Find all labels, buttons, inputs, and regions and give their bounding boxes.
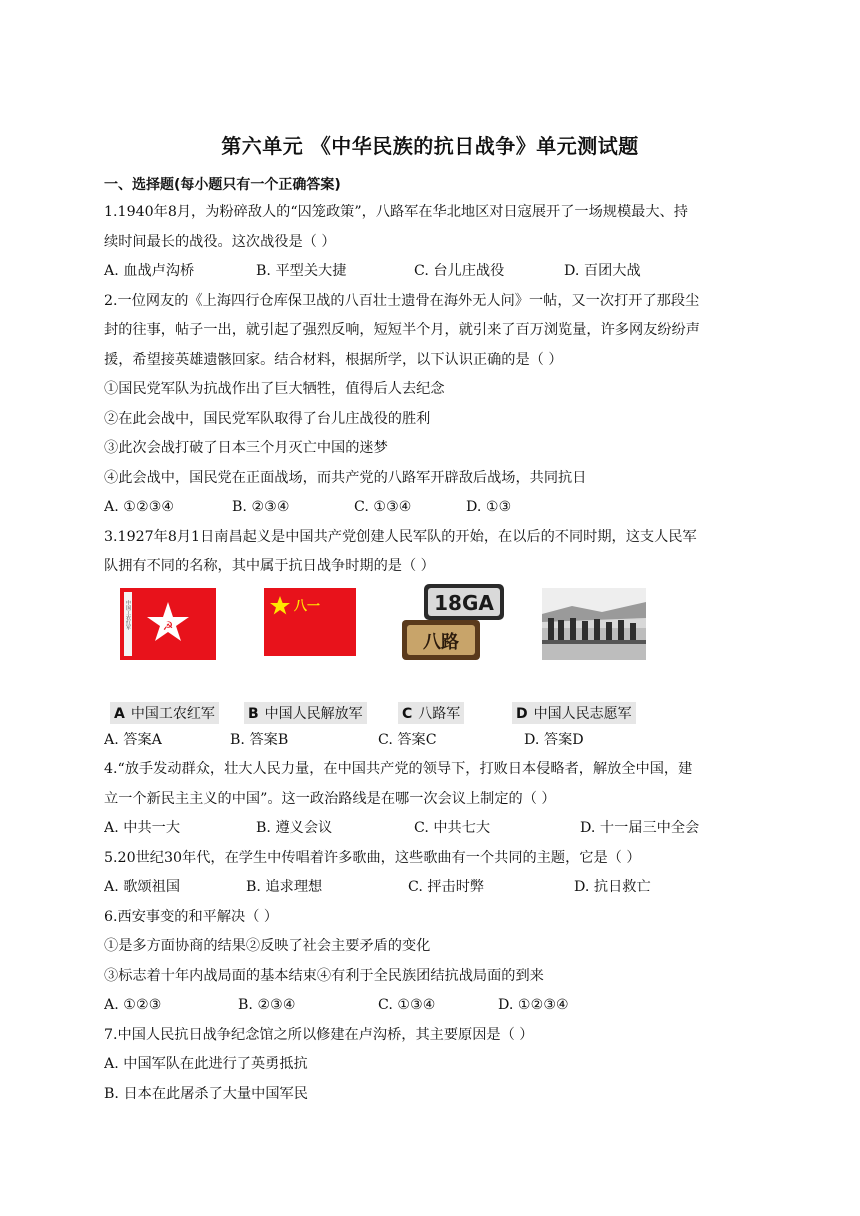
figure-caption-c	[398, 702, 464, 724]
caption-label-a: 中国工农红军	[130, 705, 215, 722]
caption-letter-d: D	[516, 705, 528, 722]
badge-bottom-text: 八路	[423, 631, 459, 653]
q1-options	[104, 257, 758, 287]
q1-option-c: C. 台儿庄战役	[414, 263, 505, 279]
section-heading: 一、选择题(每小题只有一个正确答案)	[104, 177, 341, 193]
pla-flag-text: 八一	[294, 598, 321, 614]
q4-option-b: B. 遵义会议	[256, 820, 333, 836]
svg-text:☭: ☭	[162, 618, 174, 633]
q5-option-a: A. 歌颂祖国	[104, 879, 181, 895]
figure-caption-b	[244, 702, 367, 724]
q6-option-a: A. ①②③	[104, 997, 162, 1013]
q3-option-b: B. 答案B	[230, 731, 289, 748]
q6-option-b: B. ②③④	[238, 997, 296, 1013]
q3-option-d: D. 答案D	[524, 731, 584, 748]
q4-option-d: D. 十一届三中全会	[580, 820, 700, 836]
eighth-route-army-badge-image	[400, 582, 508, 664]
q6-stem-line-1: 6.西安事变的和平解决（ ）	[104, 908, 279, 925]
q4-options	[104, 814, 758, 844]
q6-options	[104, 991, 758, 1021]
q2-option-b: B. ②③④	[232, 499, 290, 515]
q4-option-a: A. 中共一大	[104, 820, 181, 836]
q4-stem-line-2: 立一个新民主主义的中国”。这一政治路线是在哪一次会议上制定的（ ）	[104, 790, 556, 807]
q4-option-c: C. 中共七大	[414, 820, 491, 836]
q1-option-a: A. 血战卢沟桥	[104, 263, 195, 279]
q5-option-c: C. 抨击时弊	[408, 879, 485, 895]
q5-option-b: B. 追求理想	[246, 879, 323, 895]
q3-figures	[104, 582, 758, 700]
q5-stem-line-1: 5.20世纪30年代，在学生中传唱着许多歌曲，这些歌曲有一个共同的主题，它是（ ）	[104, 849, 641, 866]
q2-item-3: ③此次会战打破了日本三个月灭亡中国的迷梦	[104, 440, 388, 456]
q2-option-d: D. ①③	[466, 499, 512, 515]
pla-flag-image	[264, 588, 356, 656]
q2-item-2: ②在此会战中，国民党军队取得了台儿庄战役的胜利	[104, 410, 431, 427]
caption-letter-b: B	[248, 705, 259, 722]
figure-caption-a	[110, 702, 219, 724]
q2-option-a: A. ①②③④	[104, 499, 175, 515]
q4-stem-line-1: 4.“放手发动群众，壮大人民力量，在中国共产党的领导下，打败日本侵略者，解放全中国，建	[104, 761, 693, 777]
q2-stem-line-3: 援，希望接英雄遗骸回家。结合材料，根据所学，以下认识正确的是（ ）	[104, 351, 563, 368]
q7-stem-line-1: 7.中国人民抗日战争纪念馆之所以修建在卢沟桥，其主要原因是（ ）	[104, 1026, 534, 1043]
q6-option-d: D. ①②③④	[498, 997, 569, 1013]
q1-option-b: B. 平型关大捷	[256, 263, 347, 279]
q3-option-c: C. 答案C	[378, 731, 437, 748]
q2-stem-line-2: 封的往事，帖子一出，就引起了强烈反响，短短半个月，就引来了百万浏览量，许多网友纷纷声	[104, 322, 700, 338]
page-title: 第六单元 《中华民族的抗日战争》单元测试题	[221, 134, 639, 158]
q3-stem-line-2: 队拥有不同的名称，其中属于抗日战争时期的是（ ）	[104, 558, 435, 574]
q2-item-4: ④此会战中，国民党在正面战场，而共产党的八路军开辟敌后战场，共同抗日	[104, 469, 587, 486]
q1-stem-line-1: 1.1940年8月，为粉碎敌人的“囚笼政策”，八路军在华北地区对日寇展开了一场规模最大、持	[104, 204, 688, 220]
q6-option-c: C. ①③④	[378, 997, 436, 1013]
q2-options	[104, 493, 758, 523]
red-army-flag-image	[120, 588, 216, 660]
q1-option-d: D. 百团大战	[564, 263, 641, 279]
q2-option-c: C. ①③④	[354, 499, 412, 515]
caption-letter-c: C	[402, 705, 413, 722]
caption-letter-a: A	[114, 705, 125, 722]
q2-item-1: ①国民党军队为抗战作出了巨大牺牲，值得后人去纪念	[104, 381, 445, 397]
badge-top-text: 18GA	[434, 590, 494, 615]
q3-figure-captions	[104, 700, 758, 726]
caption-label-c: 八路军	[418, 705, 461, 722]
q6-item-1: ①是多方面协商的结果②反映了社会主要矛盾的变化	[104, 938, 431, 954]
question-list	[104, 198, 758, 1109]
q1-stem-line-2: 续时间最长的战役。这次战役是（ ）	[104, 233, 336, 250]
q3-options	[104, 726, 758, 756]
red-army-flag-text: 中国工农红军	[125, 599, 131, 630]
q6-item-2: ③标志着十年内战局面的基本结束④有利于全民族团结抗战局面的到来	[104, 967, 544, 984]
q7-option-a: A. 中国军队在此进行了英勇抵抗	[104, 1056, 308, 1072]
q5-options	[104, 873, 758, 903]
q7-option-b: B. 日本在此屠杀了大量中国军民	[104, 1085, 308, 1102]
volunteer-army-photo-image	[542, 588, 646, 660]
caption-label-d: 中国人民志愿军	[533, 705, 632, 722]
figure-caption-d	[512, 702, 636, 724]
q3-option-a: A. 答案A	[104, 731, 162, 748]
q2-stem-line-1: 2.一位网友的《上海四行仓库保卫战的八百壮士遗骨在海外无人问》一帖，又一次打开了那段尘	[104, 292, 700, 309]
q3-stem-line-1: 3.1927年8月1日南昌起义是中国共产党创建人民军队的开始，在以后的不同时期，这支人民军	[104, 528, 697, 545]
caption-label-b: 中国人民解放军	[264, 705, 363, 722]
q5-option-d: D. 抗日救亡	[574, 879, 651, 895]
